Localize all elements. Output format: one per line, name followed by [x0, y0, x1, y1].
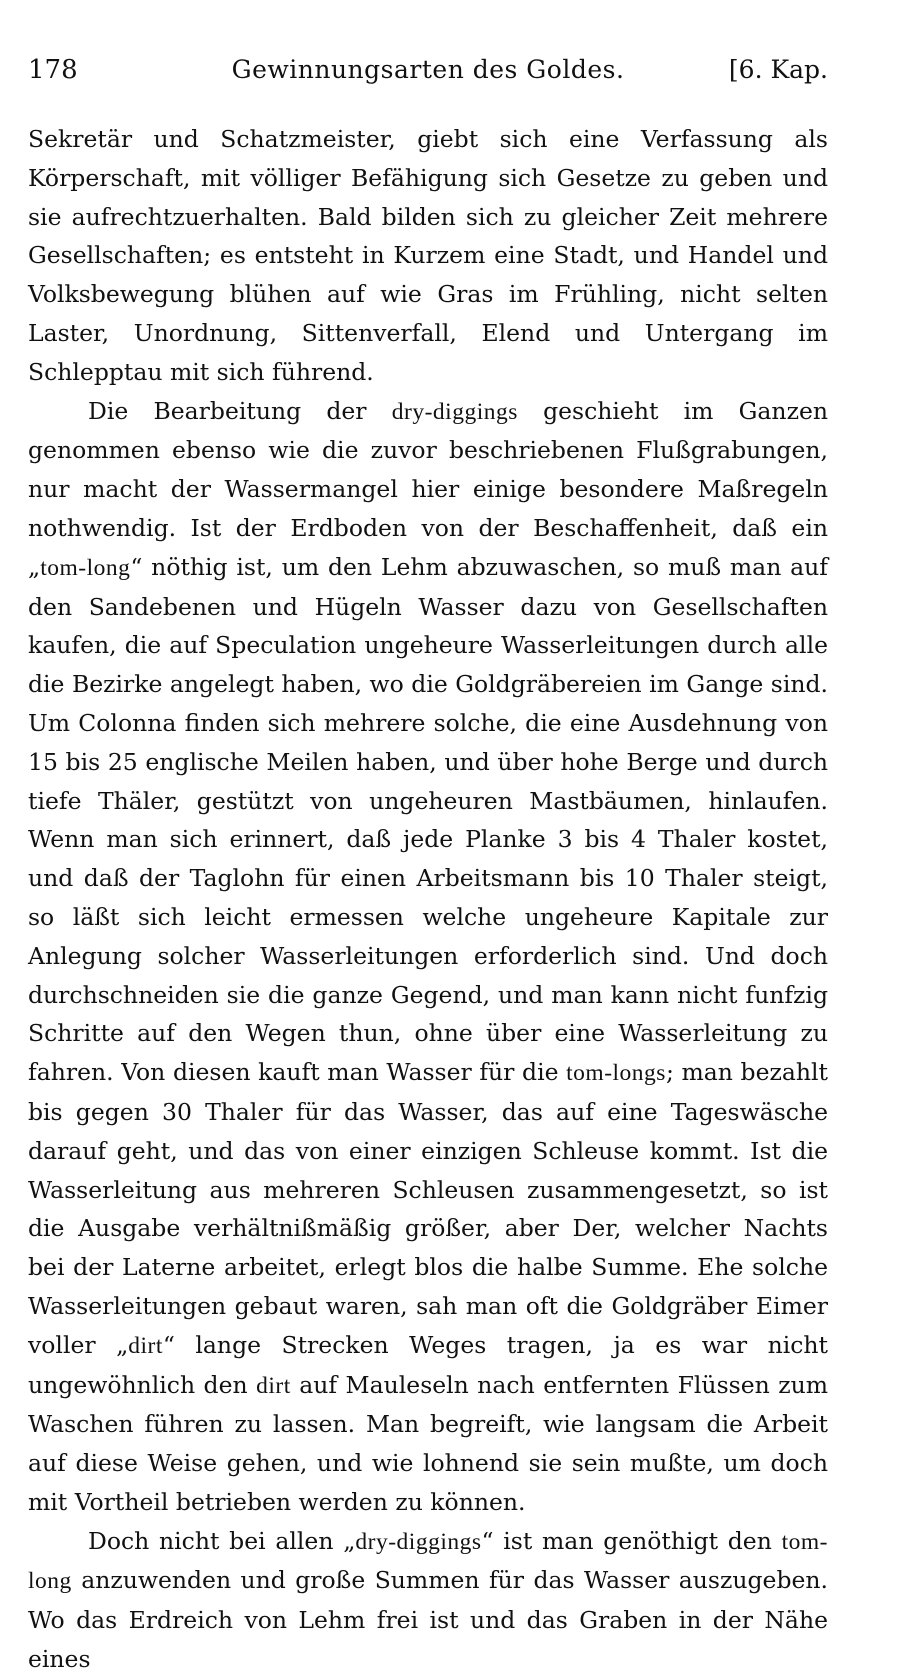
- running-title: Gewinnungsarten des Goldes.: [231, 55, 625, 84]
- text-segment: Doch nicht bei allen „: [88, 1526, 356, 1555]
- latin-term: tom-long: [28, 1528, 828, 1595]
- page-number: 178: [28, 55, 78, 85]
- page-header: [28, 50, 828, 90]
- text-segment: “ ist man genöthigt den: [481, 1526, 782, 1555]
- paragraph-1: [28, 120, 828, 392]
- latin-term: tom-longs: [566, 1060, 666, 1087]
- latin-term: dry-diggings: [355, 1528, 482, 1555]
- latin-term: dry-diggings: [391, 398, 518, 425]
- text-segment: Die Bearbeitung der: [88, 396, 392, 425]
- chapter-reference: [6. Kap.: [728, 55, 828, 84]
- text-segment: ; man bezahlt bis gegen 30 Thaler für das Wasser, das auf eine Tageswäsche darauf geht, und das von einer einzigen Schleuse kommt. Ist die Wasserleitung aus mehreren Schleusen zusammengesetzt, so ist die Ausgabe verhältnißmäßig größer, aber Der, welcher Nachts bei der Laterne arbeitet, erlegt blos die halbe Summe. Ehe solche Wasserleitungen gebaut waren, sah man oft die Goldgräber Eimer voller „: [28, 1058, 828, 1359]
- latin-term: dirt: [256, 1372, 291, 1399]
- text-segment: geschieht im Ganzen genommen ebenso wie die zuvor beschriebenen Flußgrabungen, nur macht der Wassermangel hier einige besondere Maßregeln nothwendig. Ist der Erdboden von der Beschaffenheit, daß ein „: [28, 396, 828, 581]
- text-segment: “ nöthig ist, um den Lehm abzuwaschen, so muß man auf den Sandebenen und Hügeln Wasser dazu von Gesellschaften kaufen, die auf Speculation ungeheure Wasserleitungen durch alle die Bezirke angelegt haben, wo die Goldgräbereien im Gange sind. Um Colonna finden sich mehrere solche, die eine Ausdehnung von 15 bis 25 englische Meilen haben, und über hohe Berge und durch tiefe Thäler, gestützt von ungeheuren Mastbäumen, hinlaufen. Wenn man sich erinnert, daß jede Planke 3 bis 4 Thaler kostet, und daß der Taglohn für einen Arbeitsmann bis 10 Thaler steigt, so läßt sich leicht ermessen welche ungeheure Kapitale zur Anlegung solcher Wasserleitungen erforderlich sind. Und doch durchschneiden sie die ganze Gegend, und man kann nicht funfzig Schritte auf den Wegen thun, ohne über eine Wasserleitung zu fahren. Von diesen kauft man Wasser für die: [28, 552, 828, 1087]
- text-segment: anzuwenden und große Summen für das Wasser auszugeben. Wo das Erdreich von Lehm frei ist und das Graben in der Nähe eines: [28, 1566, 828, 1674]
- text-segment: auf Mauleseln nach entfernten Flüssen zum Waschen führen zu lassen. Man begreift, wie langsam die Arbeit auf diese Weise gehen, und wie lohnend sie sein mußte, um doch mit Vortheil betrieben werden zu können.: [28, 1370, 829, 1516]
- body-text: [28, 120, 828, 1679]
- latin-term: dirt: [128, 1332, 163, 1359]
- book-page: [28, 50, 828, 1679]
- text-segment: Sekretär und Schatzmeister, giebt sich eine Verfassung als Körperschaft, mit völliger Befähigung sich Gesetze zu geben und sie aufrechtzuerhalten. Bald bilden sich zu gleicher Zeit mehrere Gesellschaften; es entsteht in Kurzem eine Stadt, und Handel und Volksbewegung blühen auf wie Gras im Frühling, nicht selten Laster, Unordnung, Sittenverfall, Elend und Untergang im Schlepptau mit sich führend.: [28, 125, 828, 386]
- paragraph-2: [28, 392, 828, 1522]
- latin-term: tom-long: [40, 554, 131, 581]
- paragraph-3: [28, 1522, 828, 1679]
- text-segment: “ lange Strecken Weges tragen, ja es war nicht ungewöhnlich den: [28, 1330, 828, 1399]
